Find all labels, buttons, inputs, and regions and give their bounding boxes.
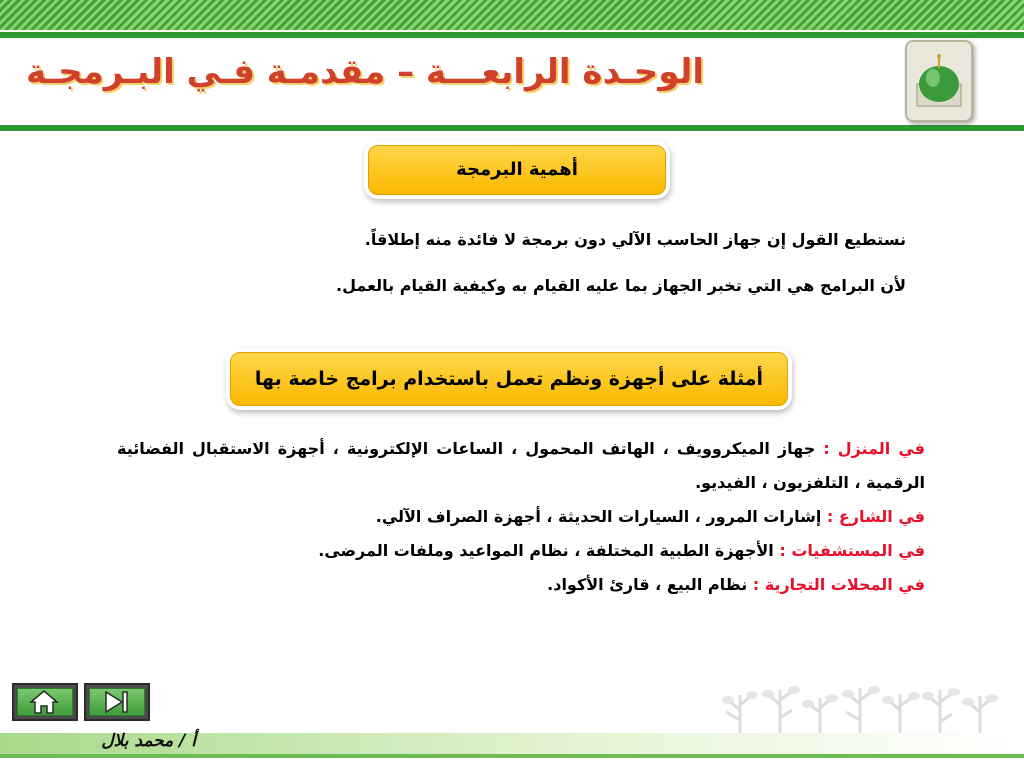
section-heading-examples: أمثلة على أجهزة ونظم تعمل باستخدام برامج خاصة بها xyxy=(230,352,788,406)
example-text: جهاز الميكروويف ، الهاتف المحمول ، الساعات الإلكترونية ، أجهزة الاستقبال الفضائية الرقمية ، التلفزيون ، الفيديو. xyxy=(117,439,925,492)
example-text: إشارات المرور ، السيارات الحديثة ، أجهزة الصراف الآلي. xyxy=(375,507,827,526)
home-button[interactable] xyxy=(12,683,78,721)
header-bottom-line xyxy=(0,125,1024,131)
importance-line-1: نستطيع القول إن جهاز الحاسب الآلي دون برمجة لا فائدة منه إطلاقاً. xyxy=(364,230,906,249)
list-item xyxy=(117,534,925,568)
examples-list xyxy=(117,432,925,602)
section-heading-importance: أهمية البرمجة xyxy=(368,145,666,195)
top-stripe xyxy=(0,0,1024,30)
home-icon xyxy=(28,689,60,715)
list-item xyxy=(117,500,925,534)
next-icon xyxy=(100,689,132,715)
example-label: في المنزل : xyxy=(823,439,925,458)
dome-logo-icon xyxy=(905,40,973,122)
example-text: نظام البيع ، قارئ الأكواد. xyxy=(547,575,753,594)
example-text: الأجهزة الطبية المختلفة ، نظام المواعيد وملفات المرضى. xyxy=(318,541,780,560)
example-label: في الشارع : xyxy=(826,507,925,526)
list-item xyxy=(117,568,925,602)
header-top-line xyxy=(0,32,1024,38)
importance-line-2: لأن البرامج هي التي تخبر الجهاز بما عليه القيام به وكيفية القيام بالعمل. xyxy=(336,276,906,295)
list-item xyxy=(117,432,925,500)
example-label: في المستشفيات : xyxy=(779,541,925,560)
footer-line xyxy=(0,754,1024,758)
page-title: الوحـدة الرابعـــة – مقدمـة فـي البـرمجـة xyxy=(25,52,704,92)
example-label: في المحلات التجارية : xyxy=(752,575,925,594)
header-banner xyxy=(0,30,1024,130)
next-button[interactable] xyxy=(84,683,150,721)
author-name: أ / محمد بلال xyxy=(101,731,196,751)
